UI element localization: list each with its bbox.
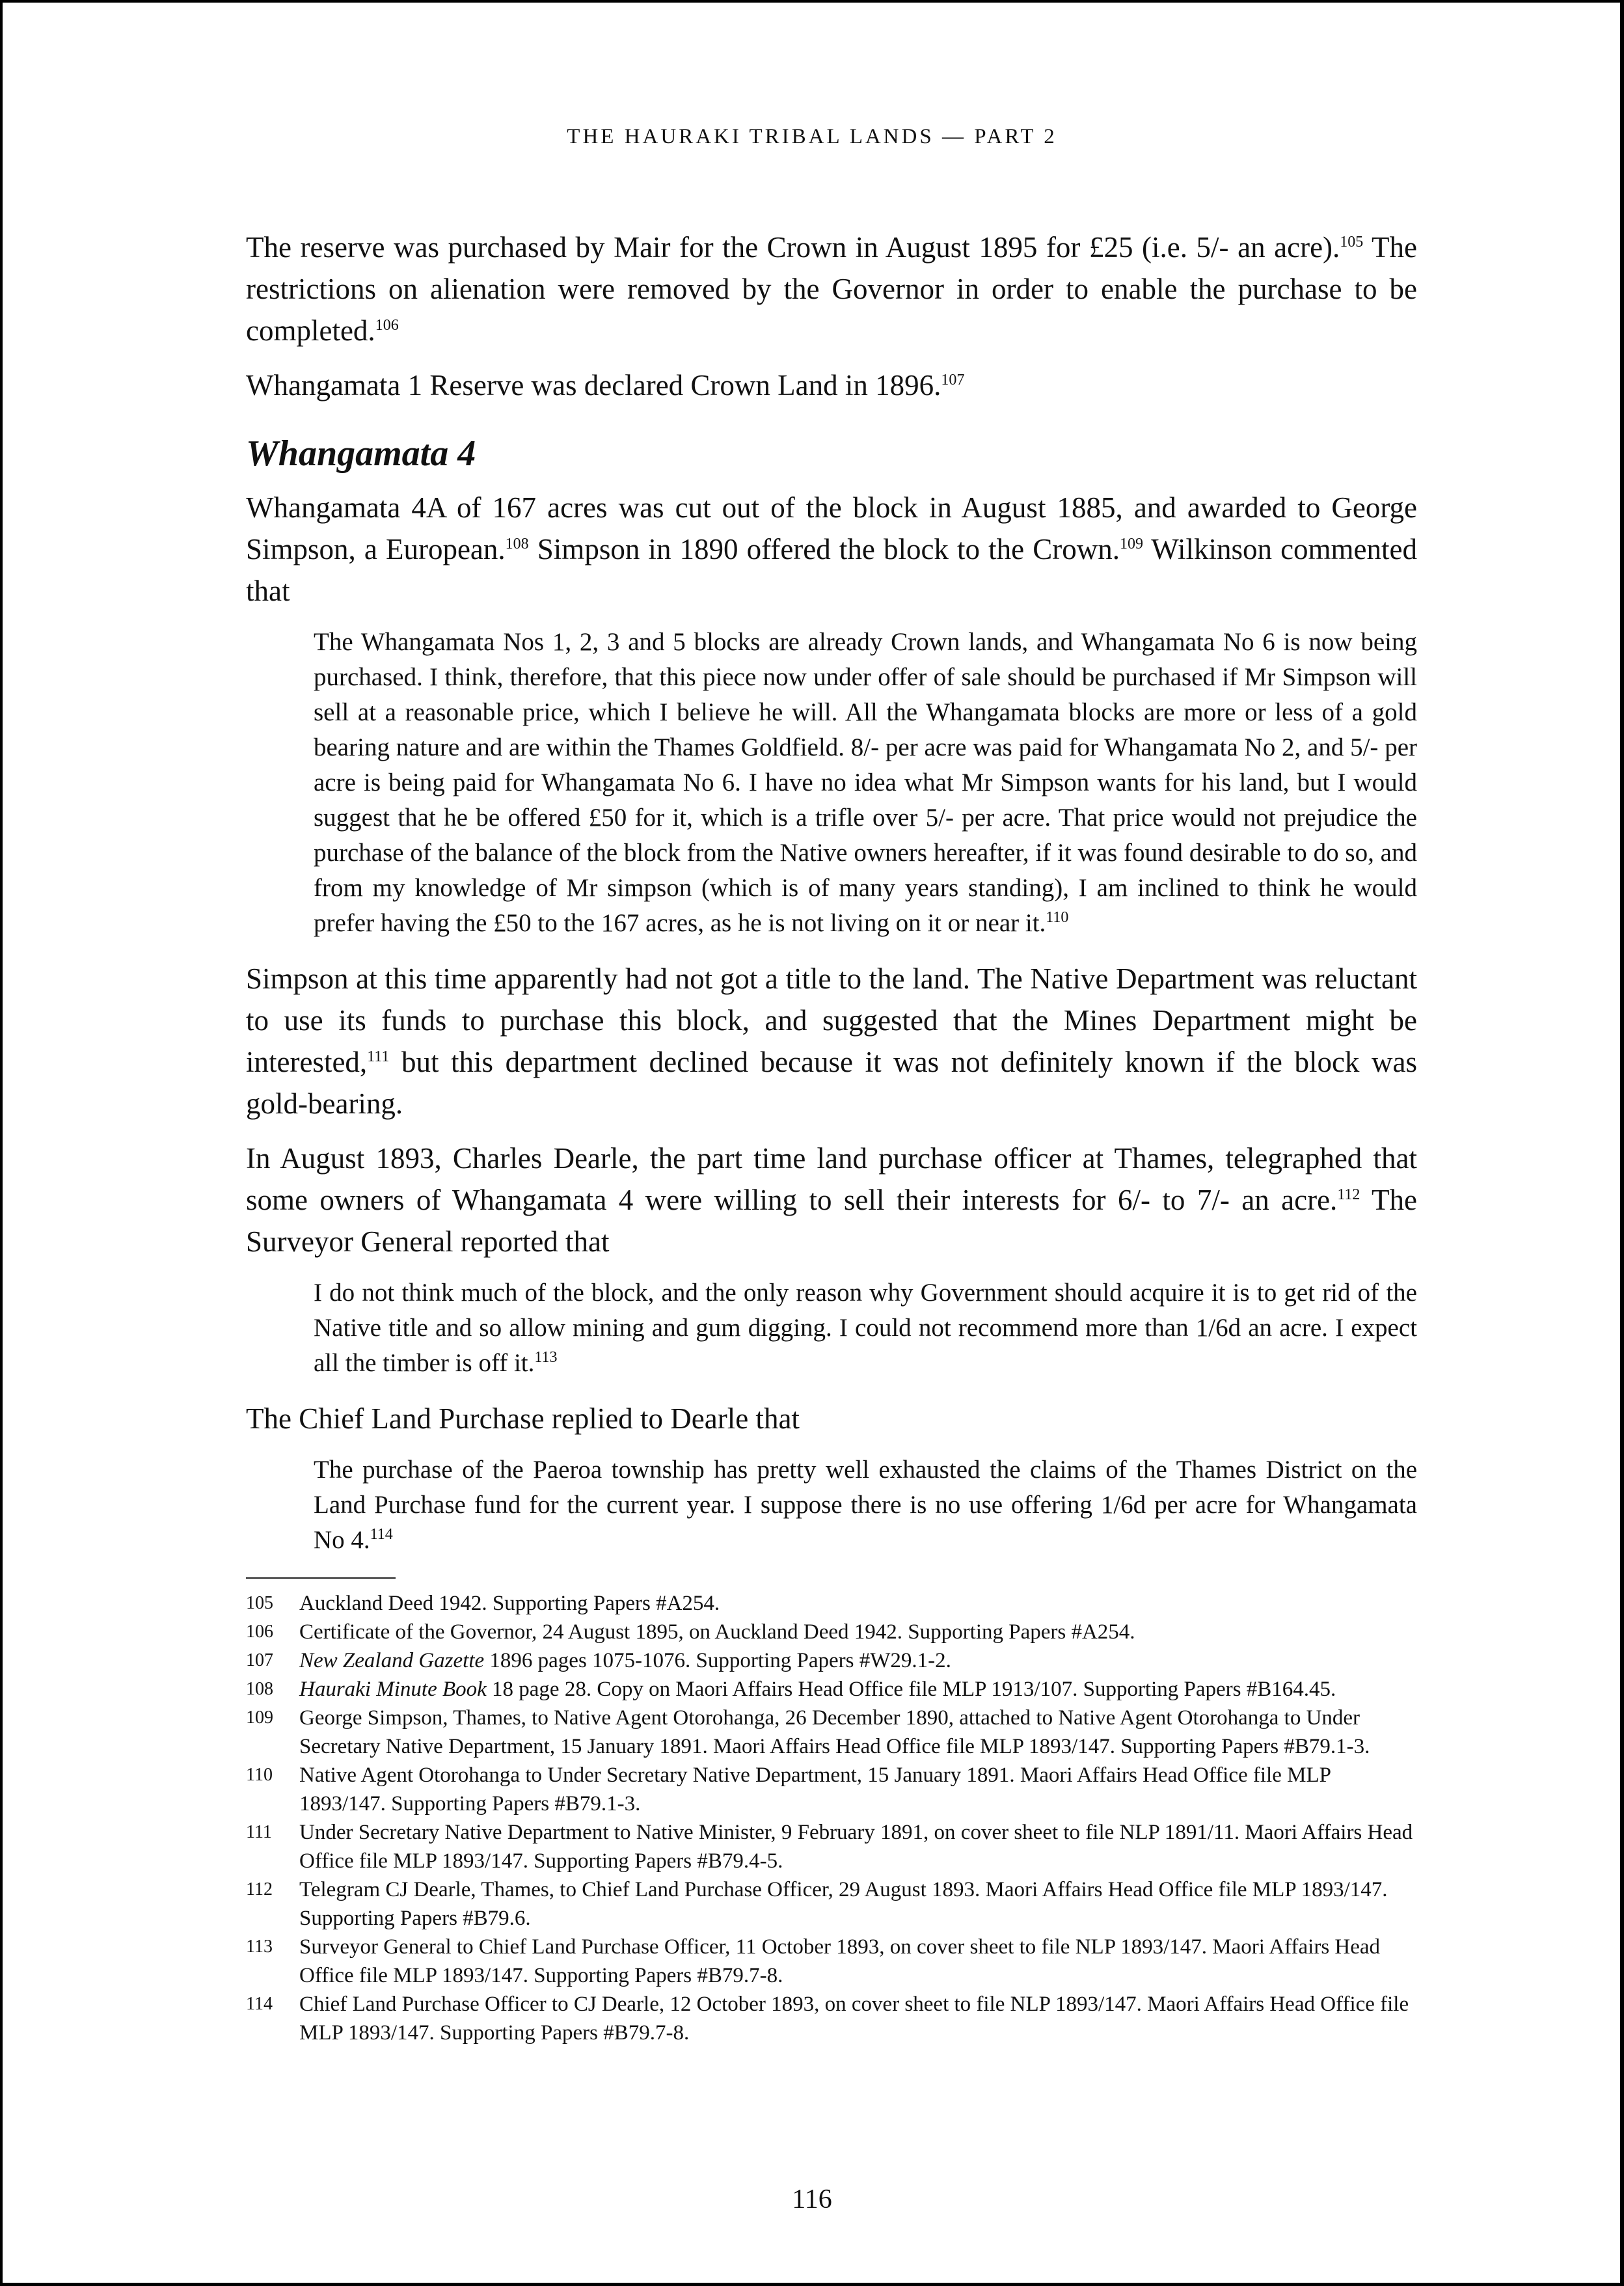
paragraph-text: but this department declined because it was not definitely known if the block was gold-bearing. xyxy=(246,1046,1417,1120)
paragraph-text: Whangamata 4A of 167 acres was cut out of the block in August 1885, and awarded to George Simpson, a European. xyxy=(246,491,1417,565)
paragraph-text: The reserve was purchased by Mair for the Crown in August 1895 for £25 (i.e. 5/- an acre). xyxy=(246,231,1340,264)
footnote xyxy=(246,1675,1417,1704)
paragraph-text: Whangamata 1 Reserve was declared Crown Land in 1896. xyxy=(246,369,941,401)
block-quote-wilkinson xyxy=(314,625,1417,941)
paragraph-text: Simpson in 1890 offered the block to the Crown. xyxy=(528,533,1120,565)
footnote-italic: Hauraki Minute Book xyxy=(299,1678,487,1701)
footnote xyxy=(246,1990,1417,2047)
footnote xyxy=(246,1646,1417,1675)
footnote-italic: New Zealand Gazette xyxy=(299,1649,485,1672)
section-heading: Whangamata 4 xyxy=(246,433,476,474)
footnote-number: 106 xyxy=(246,1622,273,1642)
footnote-ref: 114 xyxy=(370,1526,393,1543)
footnote xyxy=(246,1589,1417,1618)
paragraph-text: In August 1893, Charles Dearle, the part time land purchase officer at Thames, telegraphed that some owners of Whangamata 4 were willing to sell their interests for 6/- to 7/- an acre. xyxy=(246,1142,1417,1216)
footnote-text: Telegram CJ Dearle, Thames, to Chief Land Purchase Officer, 29 August 1893. Maori Affairs Head Office file MLP 1893/147. Supporting Papers #B79.6. xyxy=(299,1878,1388,1930)
footnote-text: Auckland Deed 1942. Supporting Papers #A254. xyxy=(299,1592,720,1615)
footnote-text: Under Secretary Native Department to Native Minister, 9 February 1891, on cover sheet to file NLP 1891/11. Maori Affairs Head Office file MLP 1893/147. Supporting Papers #B79.4-5. xyxy=(299,1821,1413,1873)
footnote-ref: 105 xyxy=(1340,234,1364,251)
footnote xyxy=(246,1818,1417,1875)
scan-border-left xyxy=(0,0,3,2286)
footnotes xyxy=(246,1589,1417,2047)
footnote-ref: 108 xyxy=(505,536,529,552)
footnote-number: 108 xyxy=(246,1679,273,1699)
footnote xyxy=(246,1933,1417,1990)
block-quote-surveyor-general xyxy=(314,1275,1417,1381)
footnote-number: 105 xyxy=(246,1593,273,1613)
footnote-rule xyxy=(246,1577,396,1579)
footnote-number: 111 xyxy=(246,1822,272,1842)
footnote-number: 112 xyxy=(246,1879,273,1899)
footnote-number: 107 xyxy=(246,1650,273,1670)
footnote-number: 110 xyxy=(246,1765,273,1785)
paragraph-crown-land xyxy=(246,364,1417,406)
paragraph-reserve-purchase xyxy=(246,226,1417,351)
footnote-text: Native Agent Otorohanga to Under Secretary Native Department, 15 January 1891. Maori Affairs Head Office file MLP 1893/147. Supporting Papers #B79.1-3. xyxy=(299,1763,1331,1816)
footnote-rest: 1896 pages 1075-1076. Supporting Papers #W29.1-2. xyxy=(484,1649,951,1672)
footnote-text: Surveyor General to Chief Land Purchase Officer, 11 October 1893, on cover sheet to file NLP 1893/147. Maori Affairs Head Office file MLP 1893/147. Supporting Papers #B79.7-8. xyxy=(299,1935,1381,1987)
footnote xyxy=(246,1761,1417,1818)
paragraph-text: The Chief Land Purchase replied to Dearle that xyxy=(246,1402,800,1435)
footnote-number: 114 xyxy=(246,1994,273,2014)
footnote-ref: 113 xyxy=(534,1349,558,1366)
footnote-ref: 109 xyxy=(1119,536,1143,552)
scan-border-bottom xyxy=(0,2283,1624,2286)
scan-border-top xyxy=(0,0,1624,3)
main-text xyxy=(246,226,1417,2047)
paragraph-text: Wilkinson commented that xyxy=(246,533,1418,607)
footnote-ref: 111 xyxy=(367,1048,390,1065)
page-number: 116 xyxy=(792,2184,832,2214)
quote-text: The Whangamata Nos 1, 2, 3 and 5 blocks are already Crown lands, and Whangamata No 6 is now being purchased. I think, therefore, that this piece now under offer of sale should be purchased if Mr Simpson will sell at a reasonable price, which I believe he will. All the Whangamata blocks are more or less of a gold bearing nature and are within the Thames Goldfield. 8/- per acre was paid for Whangamata No 2, and 5/- per acre is being paid for Whangamata No 6. I have no idea what Mr Simpson wants for his land, but I would suggest that he be offered £50 for it, which is a trifle over 5/- per acre. That price would not prejudice the purchase of the balance of the block from the Native owners hereafter, if it was found desirable to do so, and from my knowledge of Mr simpson (which is of many years standing), I am inclined to think he would prefer having the £50 to the 167 acres, as he is not living on it or near it. xyxy=(314,628,1417,937)
quote-text: The purchase of the Paeroa township has pretty well exhausted the claims of the Thames District on the Land Purchase fund for the current year. I suppose there is no use offering 1/6d per acre for Whangamata No 4. xyxy=(314,1456,1417,1554)
paragraph-dearle-telegram xyxy=(246,1137,1417,1262)
footnote xyxy=(246,1704,1417,1761)
paragraph-whangamata-4a xyxy=(246,487,1417,612)
footnote-number: 113 xyxy=(246,1937,273,1957)
paragraph-simpson-title xyxy=(246,958,1417,1124)
paragraph-text: The Surveyor General reported that xyxy=(246,1184,1417,1258)
paragraph-text: The restrictions on alienation were removed by the Governor in order to enable the purchase to be completed. xyxy=(246,231,1417,347)
footnote-text xyxy=(299,1675,1417,1704)
footnote-number: 109 xyxy=(246,1708,273,1728)
block-quote-chief-land-purchase xyxy=(314,1452,1417,1558)
footnote-ref: 107 xyxy=(941,372,965,388)
footnote xyxy=(246,1875,1417,1933)
footnote-text: Certificate of the Governor, 24 August 1895, on Auckland Deed 1942. Supporting Papers #A254. xyxy=(299,1620,1135,1644)
footnote-text: George Simpson, Thames, to Native Agent Otorohanga, 26 December 1890, attached to Native Agent Otorohanga to Under Secretary Native Department, 15 January 1891. Maori Affairs Head Office file MLP 1893/147. Supporting Papers #B79.1-3. xyxy=(299,1706,1370,1758)
paragraph-text: Simpson at this time apparently had not got a title to the land. The Native Department was reluctant to use its funds to purchase this block, and suggested that the Mines Department might be interested, xyxy=(246,962,1417,1078)
paragraph-chief-land-purchase xyxy=(246,1398,1417,1439)
quote-text: I do not think much of the block, and the only reason why Government should acquire it is to get rid of the Native title and so allow mining and gum digging. I could not recommend more than 1/6d an acre. I expect all the timber is off it. xyxy=(314,1279,1417,1377)
footnote-text: Chief Land Purchase Officer to CJ Dearle, 12 October 1893, on cover sheet to file NLP 1893/147. Maori Affairs Head Office file MLP 1893/147. Supporting Papers #B79.7-8. xyxy=(299,1993,1409,2045)
footnote xyxy=(246,1618,1417,1646)
running-head: THE HAURAKI TRIBAL LANDS — PART 2 xyxy=(567,125,1057,148)
footnote-rest: 18 page 28. Copy on Maori Affairs Head Office file MLP 1913/107. Supporting Papers #B164.45. xyxy=(486,1678,1336,1701)
footnote-ref: 112 xyxy=(1337,1186,1360,1203)
scan-border-right xyxy=(1620,0,1624,2286)
footnote-ref: 110 xyxy=(1046,909,1069,926)
footnote-text xyxy=(299,1646,1417,1675)
footnote-ref: 106 xyxy=(375,317,399,334)
